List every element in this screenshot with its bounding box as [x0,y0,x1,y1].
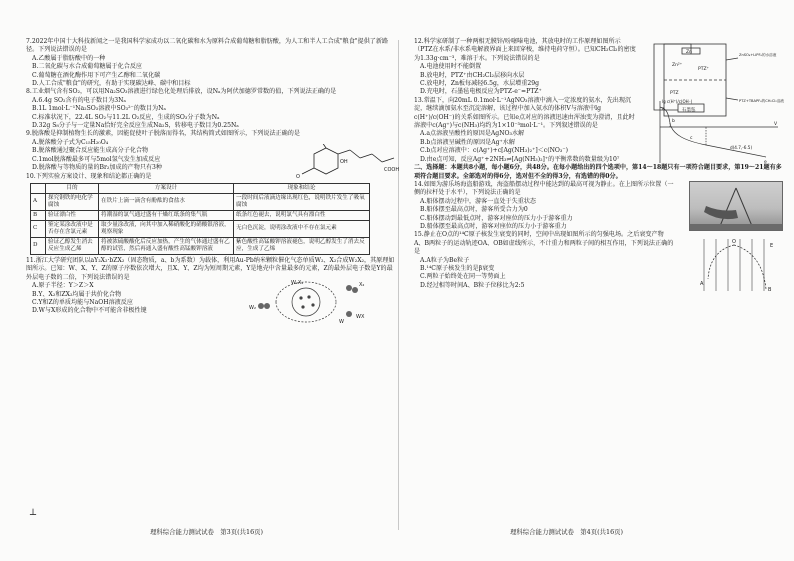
q11-option-b: B.Y、X₂和ZX₂均属于共价化合物 [32,290,122,298]
graph-point-b: b [672,118,675,124]
pirate-ship-silhouette [690,182,782,230]
q13-option-a: A.a点溶液呈酸性的原因是AgNO₃水解 [420,130,525,138]
q12-stem: 12.科学家研制了一种两相无膜锌/吩噻嗪电池，其放电时的工作原理如图所示（PTZ在水系/非水系电解液界面上来回穿梭，维持电荷守恒）。已知CH₂Cl₂的密度为1.33g·cm⁻³，难溶于水。下列说法错误的是 [414,38,636,62]
graph-point-a: a [662,106,665,112]
q8-stem: 8.工业烟气含有SO₂，可以用Na₂SO₃溶液进行绿色化处理后排放，设Nₐ为阿伏加德罗常数的值，下列说法正确的是 [26,88,337,96]
graph-point-e: e [764,159,767,165]
fig-label-ptz-plus: PTZ⁺ [698,67,709,72]
fig-label-e: E [770,243,774,250]
diagram-label-w2x2: W₂X₂ [291,280,304,287]
q10-table [30,183,370,255]
fig-label-ptz: PTZ [670,91,679,96]
q10-row-opt: C [31,220,46,237]
q10-row-opt: B [31,210,46,220]
fig-label-a: A [700,281,704,288]
q15-option-b: B.¹⁴C原子核发生的是β衰变 [420,264,495,272]
q10-stem: 10.下列实验方案设计、现象和结论都正确的是 [26,172,152,180]
q15-option-d: D.经过相等时间A、B粒子位移比为2:5 [420,281,525,289]
q8-option-a: A.6.4g SO₂含有的电子数目为3Nₐ [32,96,126,104]
right-column [414,38,785,294]
pirate-ship-photo [689,181,783,231]
q8-option-d: D.32g S₈分子与一定量Na恰好完全反应生成Na₂S，转移电子数目为0.25Nₐ [32,122,239,130]
q7-option-c: C.葡萄糖在酒化酶作用下可产生乙醇和二氧化碳 [32,71,161,79]
q9-option-b: B.脱落酸通过聚合反应能生成高分子化合物 [32,147,149,155]
svg-text:O: O [296,174,300,181]
q15-field-diagram [696,235,782,295]
q8-option-b: B.1L 1mol·L⁻¹Na₂SO₃溶液中SO₃²⁻的数目为Nₐ [32,105,166,113]
q11-catalysis-diagram [231,276,381,326]
q12-option-a: A.电池使用时不能倒置 [420,63,482,71]
q15-option-a: A.A粒子为Be粒子 [420,256,470,264]
q12-option-b: B.放电时，PTZ⁺由CH₂Cl₂层移向水层 [420,71,525,79]
right-page-footer: 理科综合能力测试试卷 第4页(共16页) [510,528,624,536]
q14-option-a: A.船体摆动过程中，游客一直处于失重状态 [420,197,537,205]
fig-label-o: O [732,239,736,246]
q15-stem: 15.静止在O点的¹⁴C原子核发生衰变的同时，空间中出现如图所示的匀强电场。之后衰变产物A、B两粒子的运动轨迹OA、OB如虚线所示，不计重力和两粒子间的相互作用，下列说法正确的是 [414,231,674,256]
fig-label-aqueous: ZnSO₄+LiPF₆的水溶液 [739,53,777,57]
table-row [31,210,370,220]
q10-row-goal: 验证漂白性 [46,210,99,220]
q11-option-c: C.Y和Z的单质均能与NaOH溶液反应 [32,298,133,306]
q14-option-d: D.船体摆至最高点时，游客对座位的压力小于游客重力 [420,222,567,230]
q11-option-a: A.原子半径：Y＞Z＞X [32,282,94,290]
left-column [26,38,400,326]
q10-row-goal: 鉴定某涂改液中是否存在含氯元素 [46,220,99,237]
q10-row-opt: D [31,237,46,254]
q10-row-goal: 验证乙醇发生消去反应生成乙烯 [46,237,99,254]
q13-option-c: C.b点对应溶液中：c(Ag⁺)+c[Ag(NH₃)₂⁺]＜c(NO₃⁻) [420,147,568,155]
q10-row-result: 纸条红色褪去，说明氯气具有漂白性 [234,210,370,220]
fig-label-b: B [768,287,772,294]
q10-row-result: 无白色沉淀，说明涂改液中不存在氯元素 [234,220,370,237]
diagram-label-x2: X₂ [359,282,365,289]
q11-option-d: D.W与X形成的化合物中不可能含非极性键 [32,307,147,315]
q10-header-result: 现象和结论 [234,183,370,193]
q14-option-c: C.船体摆动到最低点时，游客对座位的压力小于游客重力 [420,214,573,222]
q14-option-b: B.船体摆至最高点时，游客所受合力为0 [420,206,528,214]
q7-option-b: B.二氧化碳与水合成葡萄糖属于化合反应 [32,63,143,71]
table-row [31,193,370,210]
diagram-label-w: W [339,319,344,326]
q7-stem: 7.2022年中国十大科技新闻之一是我国科学家成功以二氧化碳和水为原料合成葡萄糖和脂肪酸，为人工和半人工合成"粮食"提供了新路径。下列说法错误的是 [26,38,389,54]
diagram-label-w2: W₂ [249,305,256,312]
q10-table-header [31,183,370,193]
q15-option-c: C.两粒子始终处在同一等势面上 [420,273,506,281]
q13-option-d: D.由e点可知，反应Ag⁺+2NH₃⇌[Ag(NH₃)₂]⁺的平衡常数的数量级为10⁷ [420,155,620,163]
fig-label-zn2: Zn²⁺ [672,63,683,68]
q9-stem: 9.脱落酸是抑制植物生长的激素，因能促使叶子脱落而得名，其结构简式如图所示，下列说法正确的是 [26,130,300,138]
fig-label-organic: PTZ+TBAPF₆的CH₂Cl₂溶液 [739,99,785,103]
graph-xlabel: V [774,121,778,127]
fig-label-zn: Zn [686,50,692,55]
svg-text:COOH: COOH [384,167,400,174]
q11-stem: 11.浙江大学研究团队以aY₂X₂·bZX₂（固态物质，a、b为系数）为载体，利用Au-Pb纳米颗粒催化气态单质W₂、X₂合成W₂X₂，其原理如图所示。已知：W、X、Y、Z的原子序数依次增大，且X、Y、Z均为短周期元素，Y是地壳中含量最多的元素，Z的最外层电子数是Y的最外层电子数的二倍，下列说法错误的是 [26,256,395,281]
q10-row-goal: 探究钢铁的电化学腐蚀 [46,193,99,210]
q13-titration-graph [646,97,786,167]
q9-option-d: D.脱落酸与等物质的量的Br₂加成的产物只有3种 [32,164,163,172]
q14-stem: 14.如图为游乐场海盗船游戏，海盗船摆动过程中能达到的最高可视为静止。在上图所示位置（一侧的拉杆处于水平），下列说法正确的是 [414,180,674,197]
q7-option-a: A.乙酸属于脂肪酸中的一种 [32,54,106,62]
left-page-footer: 理科综合能力测试试卷 第3页(共16页) [150,528,264,536]
q10-row-result: 一段时间后液滴边缘出现红色，说明铁片发生了吸氧腐蚀 [234,193,370,210]
table-row [31,237,370,254]
q9-option-a: A.脱落酸分子式为C₁₅H₂₀O₄ [32,138,109,146]
table-row [31,220,370,237]
q10-row-opt: A [31,193,46,210]
column-divider [398,40,399,530]
q10-row-plan: 取少量涂改液，向其中加入稀硝酸化的硝酸银溶液，观察现象 [99,220,234,237]
section2-instructions: 二、选择题：本题共8小题，每小题6分，共48分。在每小题给出的四个选项中，第14～18题只有一项符合题目要求，第19～21题有多项符合题目要求。全部选对的得6分，选对但不全的得3分，有选错的得0分。 [414,164,782,180]
q9-option-c: C.1mol脱落酸最多可与5mol氢气发生加成反应 [32,155,161,163]
q8-option-c: C.标准状况下，22.4L SO₂与11.2L O₂反应，生成的SO₃分子数为Nₐ [32,113,220,121]
diagram-label-wx: WX [356,314,365,321]
graph-ylabel: lg c(H⁺)/c(OH⁻) [662,98,693,104]
q10-header-plan: 方案设计 [99,183,234,193]
graph-point-d: d(4.7,-6.5) [730,144,753,150]
abscisic-acid-structure [296,144,401,184]
crop-mark: ┴ [30,510,37,521]
graph-point-c: c [690,135,693,141]
q10-row-plan: 在铁片上滴一滴含有酚酞的食盐水 [99,193,234,210]
q13-stem: 13.常温下，向20mL 0.1mol·L⁻¹AgNO₃溶液中滴入一定浓度的氨水，先出现沉淀，继续滴加氨水至沉淀溶解，该过程中加入氨水的体积V与溶液中lg c(H⁺)/c(OH⁻)的关系如图所示。已知e点对应的溶液迅速由浑浊变为澄清，且此时溶液中c(Ag⁺)与c(NH₃)均约为1×10⁻³mol·L⁻¹。下列叙述错误的是 [414,96,635,130]
q10-row-plan: 将潮湿的氯气通过盛有干燥红纸条的集气瓶 [99,210,234,220]
svg-text:OH: OH [340,159,348,166]
q13-option-b: B.b点溶液呈碱性的原因是Ag⁺水解 [420,138,515,146]
q10-row-result: 紫色酸性高锰酸钾溶液褪色，说明乙醇发生了消去反应，生成了乙烯 [234,237,370,254]
fig-label-graphite: 石墨毡 [682,108,696,113]
q10-row-plan: 将被浓硫酸酸化后反应加热，产生的气体通过盛有乙醇的试管，然后再通入盛有酸性高锰酸钾溶液 [99,237,234,254]
q7-option-d: D.人工合成"粮食"的研究，有助于实现碳达峰、碳中和目标 [32,80,191,88]
q12-option-d: D.充电时，石墨毡电极反应为PTZ-e⁻=PTZ⁺ [420,88,542,96]
q12-option-c: C.放电时，Zn板每减轻6.5g，水层增重29g [420,80,540,88]
q10-header-goal: 目的 [46,183,99,193]
